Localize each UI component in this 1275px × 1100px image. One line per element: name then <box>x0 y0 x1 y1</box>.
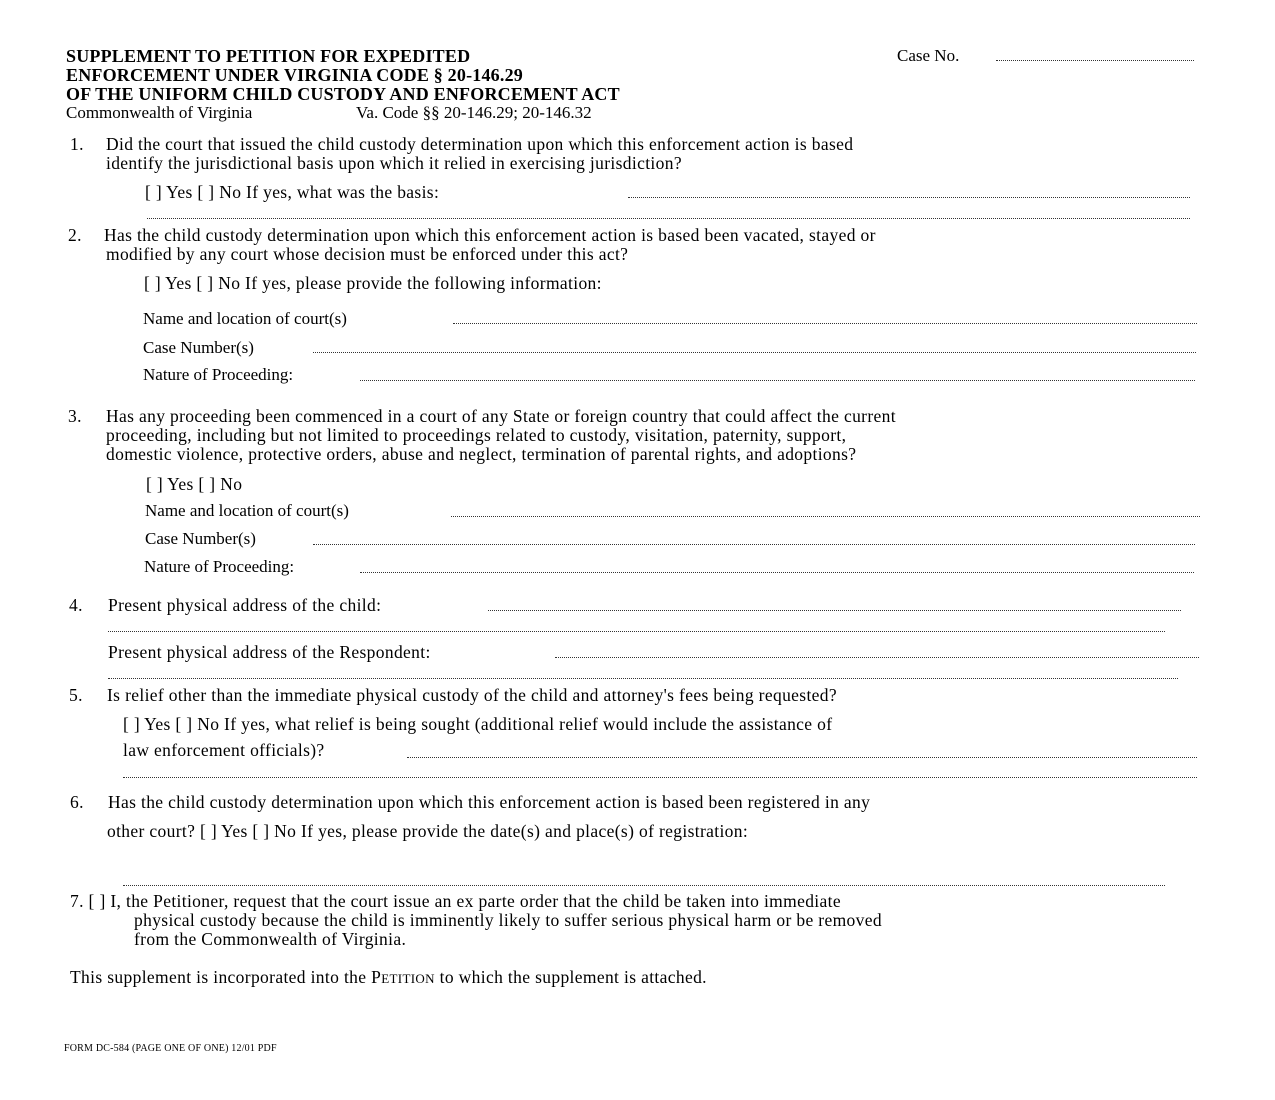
q4-respondent-address-label: Present physical address of the Respondent: <box>108 642 431 662</box>
q6-text-line-1: Has the child custody determination upon which this enforcement action is based been registered in any <box>108 792 871 812</box>
code-reference: Va. Code §§ 20-146.29; 20-146.32 <box>356 103 592 122</box>
q5-number: 5. <box>69 685 83 705</box>
q1-basis-field-continued[interactable] <box>147 218 1190 219</box>
case-no-field[interactable] <box>996 60 1194 61</box>
q3-text-line-3: domestic violence, protective orders, abuse and neglect, termination of parental rights, and adoptions? <box>106 444 857 464</box>
q4-child-address-field-continued[interactable] <box>108 631 1165 632</box>
q2-case-number-label: Case Number(s) <box>143 338 254 357</box>
q5-text-line-3: law enforcement officials)? <box>123 740 325 760</box>
q3-number: 3. <box>68 406 82 426</box>
q4-child-address-label: Present physical address of the child: <box>108 595 382 615</box>
closing-before: This supplement is incorporated into the <box>70 967 372 987</box>
q1-yes-no-options[interactable]: [ ] Yes [ ] No If yes, what was the basis: <box>145 182 440 202</box>
q2-text-line-1: Has the child custody determination upon which this enforcement action is based been vacated, stayed or <box>104 225 876 245</box>
q3-text-line-2: proceeding, including but not limited to proceedings related to custody, visitation, paternity, support, <box>106 425 847 445</box>
q7-text-line-2: physical custody because the child is imminently likely to suffer serious physical harm or be removed <box>134 910 882 930</box>
q2-nature-field[interactable] <box>360 380 1195 381</box>
form-title-line-3: OF THE UNIFORM CHILD CUSTODY AND ENFORCEMENT ACT <box>66 84 620 104</box>
q1-basis-field[interactable] <box>628 197 1190 198</box>
q5-yes-no-options[interactable]: [ ] Yes [ ] No If yes, what relief is being sought (additional relief would include the assistance of <box>123 714 833 734</box>
q2-nature-label: Nature of Proceeding: <box>143 365 294 384</box>
q4-number: 4. <box>69 595 83 615</box>
q5-text-line-1: Is relief other than the immediate physical custody of the child and attorney's fees being requested? <box>107 685 837 705</box>
q1-number: 1. <box>70 134 84 154</box>
q6-registration-field[interactable] <box>123 885 1165 886</box>
q3-nature-field[interactable] <box>360 572 1194 573</box>
q3-yes-no-options[interactable]: [ ] Yes [ ] No <box>146 474 243 494</box>
q4-respondent-address-field[interactable] <box>555 657 1199 658</box>
q3-case-number-field[interactable] <box>313 544 1195 545</box>
q6-yes-no-options[interactable]: other court? [ ] Yes [ ] No If yes, please provide the date(s) and place(s) of registration: <box>107 821 749 841</box>
q4-respondent-address-field-continued[interactable] <box>108 678 1178 679</box>
q5-relief-field[interactable] <box>407 757 1197 758</box>
q2-court-field[interactable] <box>453 323 1197 324</box>
q2-yes-no-options[interactable]: [ ] Yes [ ] No If yes, please provide the following information: <box>144 273 602 293</box>
q6-number: 6. <box>70 792 84 812</box>
petition-word-rest: ETITION <box>381 971 435 986</box>
q3-text-line-1: Has any proceeding been commenced in a court of any State or foreign country that could affect the current <box>106 406 896 426</box>
q2-court-label: Name and location of court(s) <box>143 309 347 328</box>
q3-court-field[interactable] <box>451 516 1200 517</box>
form-id-footer: FORM DC-584 (PAGE ONE OF ONE) 12/01 PDF <box>64 1043 277 1054</box>
q3-case-number-label: Case Number(s) <box>145 529 256 548</box>
petition-word-initial: P <box>371 967 382 987</box>
form-title-line-1: SUPPLEMENT TO PETITION FOR EXPEDITED <box>66 46 471 66</box>
q7-request-checkbox-line[interactable]: 7. [ ] I, the Petitioner, request that the court issue an ex parte order that the child be taken into immediate <box>70 891 841 911</box>
q2-text-line-2: modified by any court whose decision must be enforced under this act? <box>106 244 629 264</box>
form-title-line-2: ENFORCEMENT UNDER VIRGINIA CODE § 20-146.29 <box>66 65 523 85</box>
closing-after: to which the supplement is attached. <box>434 967 707 987</box>
q7-text-line-3: from the Commonwealth of Virginia. <box>134 929 407 949</box>
q1-text-line-2: identify the jurisdictional basis upon which it relied in exercising jurisdiction? <box>106 153 682 173</box>
jurisdiction: Commonwealth of Virginia <box>66 103 253 122</box>
case-no-label: Case No. <box>897 46 960 65</box>
q5-relief-field-continued[interactable] <box>123 777 1197 778</box>
closing-statement <box>70 968 707 988</box>
q1-text-line-1: Did the court that issued the child custody determination upon which this enforcement action is based <box>106 134 854 154</box>
q2-case-number-field[interactable] <box>313 352 1196 353</box>
q2-number: 2. <box>68 225 82 245</box>
q3-nature-label: Nature of Proceeding: <box>144 557 295 576</box>
q3-court-label: Name and location of court(s) <box>145 501 349 520</box>
q4-child-address-field[interactable] <box>488 610 1181 611</box>
